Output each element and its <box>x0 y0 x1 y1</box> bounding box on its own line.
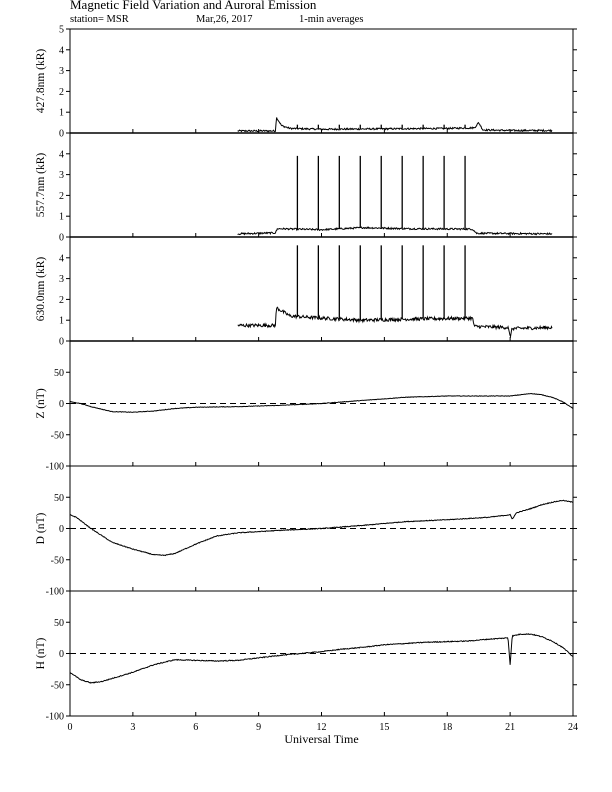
date-label: Mar,26, 2017 <box>196 14 253 25</box>
y-tick-label-H: -100 <box>45 711 64 723</box>
series-line-H <box>70 634 573 683</box>
panel-frame-427 <box>70 29 573 133</box>
y-tick-label-D: 50 <box>54 492 64 504</box>
x-tick-label: 6 <box>193 722 199 733</box>
y-tick-label-Z: 0 <box>59 399 64 410</box>
series-line-630 <box>238 307 552 336</box>
y-tick-label-D: 0 <box>59 524 64 535</box>
y-tick-label-557: 2 <box>59 190 64 202</box>
y-tick-label-630: 4 <box>59 253 64 265</box>
y-tick-label-Z: -100 <box>45 461 64 473</box>
y-axis-label-427: 427.8nm (kR) <box>35 48 47 114</box>
y-tick-label-427: 2 <box>59 86 64 98</box>
y-axis-label-H: H (nT) <box>35 637 47 670</box>
x-tick-label: 18 <box>442 722 453 733</box>
y-tick-label-H: -50 <box>50 680 64 692</box>
x-tick-label: 3 <box>130 722 136 733</box>
y-tick-label-D: -100 <box>45 586 64 598</box>
y-tick-label-427: 3 <box>59 66 64 78</box>
panel-frame-557 <box>70 133 573 237</box>
y-tick-label-Z: 50 <box>54 367 64 379</box>
y-tick-label-427: 1 <box>59 107 64 119</box>
y-tick-label-D: -50 <box>50 555 64 567</box>
y-tick-label-H: 50 <box>54 617 64 629</box>
x-tick-label: 12 <box>316 722 327 733</box>
y-tick-label-630: 2 <box>59 294 64 306</box>
y-tick-label-427: 5 <box>59 24 64 36</box>
x-tick-label: 0 <box>67 722 73 733</box>
x-tick-label: 9 <box>256 722 262 733</box>
y-tick-label-630: 0 <box>59 336 64 348</box>
y-tick-label-557: 4 <box>59 149 64 161</box>
y-axis-label-Z: Z (nT) <box>35 388 47 419</box>
y-tick-label-630: 3 <box>59 274 64 286</box>
y-tick-label-H: 0 <box>59 649 64 660</box>
series-line-D <box>70 500 573 555</box>
chart-title: Magnetic Field Variation and Auroral Emission <box>70 0 317 12</box>
y-tick-label-427: 4 <box>59 45 64 57</box>
y-tick-label-630: 1 <box>59 315 64 327</box>
y-tick-label-Z: -50 <box>50 430 64 442</box>
x-axis-label: Universal Time <box>284 732 359 746</box>
x-tick-label: 24 <box>568 722 578 733</box>
x-tick-label: 15 <box>379 722 390 733</box>
averaging-label: 1-min averages <box>299 14 364 25</box>
station-label: station= MSR <box>70 14 129 25</box>
series-line-427 <box>238 117 552 131</box>
series-line-557 <box>238 227 552 235</box>
y-tick-label-427: 0 <box>59 128 64 140</box>
y-tick-label-557: 0 <box>59 232 64 244</box>
y-axis-label-D: D (nT) <box>35 512 47 545</box>
y-axis-label-630: 630.0nm (kR) <box>35 256 47 322</box>
y-tick-label-557: 1 <box>59 211 64 223</box>
y-axis-label-557: 557.7nm (kR) <box>35 152 47 218</box>
y-tick-label-557: 3 <box>59 170 64 182</box>
series-line-Z <box>70 394 573 413</box>
x-tick-label: 21 <box>505 722 516 733</box>
